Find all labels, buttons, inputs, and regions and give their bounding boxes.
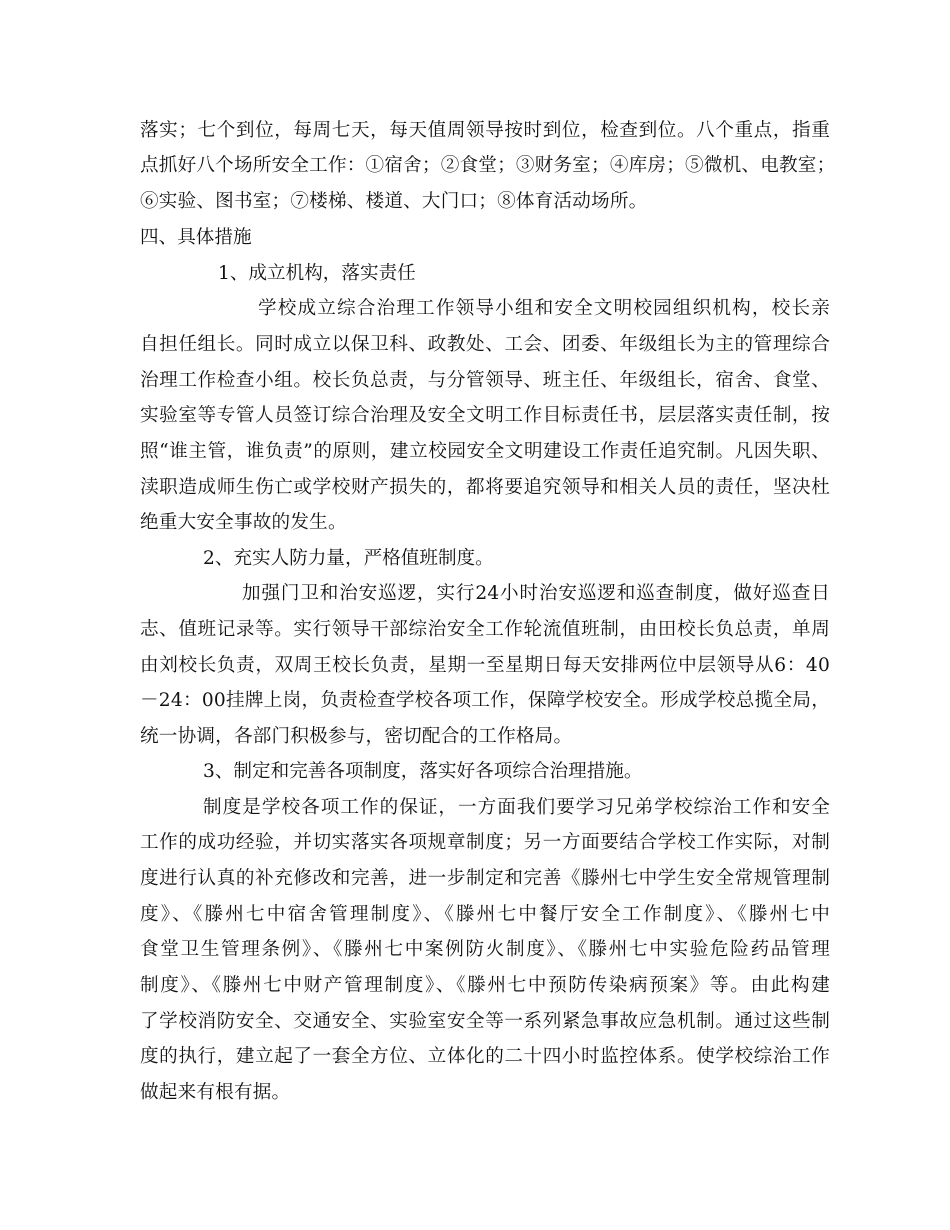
- item1-title: 1、成立机构，落实责任: [218, 263, 416, 284]
- item3-line-7: 了学校消防安全、交通安全、实验室安全等一系列紧急事故应急机制。通过这些制: [140, 1011, 830, 1032]
- item1-line-2: 自担任组长。同时成立以保卫科、政教处、工会、团委、年级组长为主的管理综合: [140, 334, 830, 355]
- item2-line-2: 志、值班记录等。实行领导干部综治安全工作轮流值班制，由田校长负总责，单周: [140, 619, 830, 640]
- item2-line-3: 由刘校长负责，双周王校长负责，星期一至星期日每天安排两位中层领导从6：40: [140, 655, 830, 676]
- item1-line-7: 绝重大安全事故的发生。: [140, 512, 347, 533]
- intro-line-3: ⑥实验、图书室；⑦楼梯、楼道、大门口；⑧体育活动场所。: [140, 191, 648, 212]
- item2-line-5: 统一协调，各部门积极参与，密切配合的工作格局。: [140, 726, 573, 747]
- item3-title: 3、制定和完善各项制度，落实好各项综合治理措施。: [203, 761, 643, 782]
- item1-line-5: 照“谁主管，谁负责”的原则，建立校园安全文明建设工作责任追究制。凡因失职、: [140, 441, 830, 462]
- item3-line-4: 度》、《滕州七中宿舍管理制度》、《滕州七中餐厅安全工作制度》、《滕州七中: [140, 904, 830, 925]
- item1-line-3: 治理工作检查小组。校长负总责，与分管领导、班主任、年级组长，宿舍、食堂、: [140, 370, 830, 391]
- item3-line-2: 工作的成功经验，并切实落实各项规章制度；另一方面要结合学校工作实际，对制: [140, 832, 830, 853]
- item2-line-1: 加强门卫和治安巡逻，实行24小时治安巡逻和巡查制度，做好巡查日: [242, 583, 830, 604]
- item3-line-6: 制度》、《滕州七中财产管理制度》、《滕州七中预防传染病预案》等。由此构建: [140, 975, 830, 996]
- item3-line-9: 做起来有根有据。: [140, 1082, 291, 1103]
- intro-line-1: 落实；七个到位，每周七天，每天值周领导按时到位，检查到位。八个重点，指重: [140, 120, 830, 141]
- item2-line-4: －24：00挂牌上岗，负责检查学校各项工作，保障学校安全。形成学校总揽全局，: [140, 690, 830, 711]
- item1-line-1: 学校成立综合治理工作领导小组和安全文明校园组织机构，校长亲: [258, 298, 830, 319]
- section-heading: 四、具体措施: [140, 227, 252, 248]
- item3-line-5: 食堂卫生管理条例》、《滕州七中案例防火制度》、《滕州七中实验危险药品管理: [140, 939, 830, 960]
- item1-line-4: 实验室等专管人员签订综合治理及安全文明工作目标责任书，层层落实责任制，按: [140, 405, 830, 426]
- item1-line-6: 渎职造成师生伤亡或学校财产损失的，都将要追究领导和相关人员的责任，坚决杜: [140, 477, 830, 498]
- item2-title: 2、充实人防力量，严格值班制度。: [203, 548, 494, 569]
- intro-line-2: 点抓好八个场所安全工作：①宿舍；②食堂；③财务室；④库房；⑤微机、电教室；: [140, 155, 836, 176]
- item3-line-1: 制度是学校各项工作的保证，一方面我们要学习兄弟学校综治工作和安全: [203, 797, 830, 818]
- item3-line-8: 度的执行，建立起了一套全方位、立体化的二十四小时监控体系。使学校综治工作: [140, 1046, 830, 1067]
- item3-line-3: 度进行认真的补充修改和完善，进一步制定和完善《滕州七中学生安全常规管理制: [140, 868, 830, 889]
